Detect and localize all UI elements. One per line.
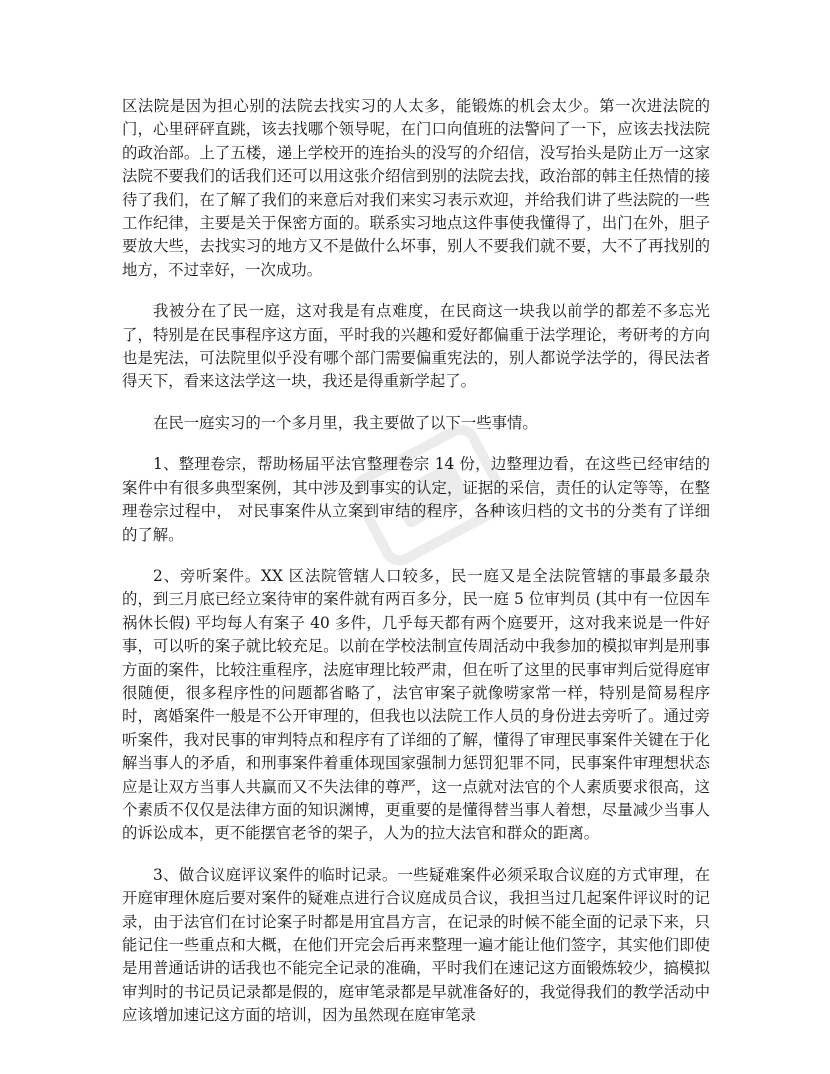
paragraph-4: 1、整理卷宗，帮助杨届平法官整理卷宗 14 份，边整理边看，在这些已经审结的案件中有很多典型案例，其中涉及到事实的认定，证据的采信，责任的认定等等，在整理卷宗过程中， 对民事案件从立案到审结的程序，各种该归档的文书的分类有了详细的了解。 bbox=[122, 455, 710, 544]
document-page bbox=[122, 95, 710, 1028]
paragraph-1: 区法院是因为担心别的法院去找实习的人太多，能锻炼的机会太少。第一次进法院的门，心里砰砰直跳，该去找哪个领导呢，在门口向值班的法警问了一下，应该去找法院的政治部。上了五楼，递上学校开的连抬头的没写的介绍信，没写抬头是防止万一这家法院不要我们的话我们还可以用这张介绍信到别的法院去找，政治部的韩主任热情的接待了我们，在了解了我们的来意后对我们来实习表示欢迎，并给我们讲了些法院的一些工作纪律，主要是关于保密方面的。联系实习地点这件事使我懂得了，出门在外，胆子要放大些，去找实习的地方又不是做什么坏事，别人不要我们就不要，大不了再找别的地方，不过幸好，一次成功。 bbox=[122, 97, 710, 279]
paragraph-5: 2、旁听案件。XX 区法院管辖人口较多，民一庭又是全法院管辖的事最多最杂的，到三月底已经立案待审的案件就有两百多分，民一庭 5 位审判员 (其中有一位因车祸休长假) 平均每人有案子 40 多件，几乎每天都有两个庭要开，这对我来说是一件好事，可以听的案子就比较充足。以前在学校法制宣传周活动中我参加的模拟审判是刑事方面的案件，比较注重程序，法庭审理比较严肃，但在听了这里的民事审判后觉得庭审很随便，很多程序性的问题都省略了，法官审案子就像唠家常一样，特别是简易程序时，离婚案件一般是不公开审理的，但我也以法院工作人员的身份进去旁听了。通过旁听案件，我对民事的审判特点和程序有了详细的了解，懂得了审理民事案件关键在于化解当事人的矛盾，和刑事案件着重体现国家强制力惩罚犯罪不同，民事案件审理想状态应是让双方当事人共赢而又不失法律的尊严，这一点就对法官的个人素质要求很高，这个素质不仅仅是法律方面的知识渊博，更重要的是懂得替当事人着想，尽量减少当事人的诉讼成本，更不能摆官老爷的架子，人为的拉大法官和群众的距离。 bbox=[122, 566, 710, 843]
paragraph-6: 3、做合议庭评议案件的临时记录。一些疑难案件必须采取合议庭的方式审理，在开庭审理休庭后要对案件的疑难点进行合议庭成员合议，我担当过几起案件评议时的记录，由于法官们在讨论案子时都是用宜昌方言，在记录的时候不能全面的记录下来，只能记住一些重点和大概，在他们开完会后再来整理一遍才能让他们签字，其实他们即使是用普通话讲的话我也不能完全记录的准确，平时我们在速记这方面锻炼较少，搞模拟审判时的书记员记录都是假的，庭审笔录都是早就准备好的，我觉得我们的教学活动中应该增加速记这方面的培训，因为虽然现在庭审笔录 bbox=[122, 865, 710, 1025]
paragraph-3: 在民一庭实习的一个多月里，我主要做了以下一些事情。 bbox=[153, 413, 538, 432]
paragraph-2: 我被分在了民一庭，这对我是有点难度，在民商这一块我以前学的都差不多忘光了，特别是在民事程序这方面，平时我的兴趣和爱好都偏重于法学理论，考研考的方向也是宪法，可法院里似乎没有哪个部门需要偏重宪法的，别人都说学法学的，得民法者得天下，看来这法学这一块，我还是得重新学起了。 bbox=[122, 302, 710, 391]
